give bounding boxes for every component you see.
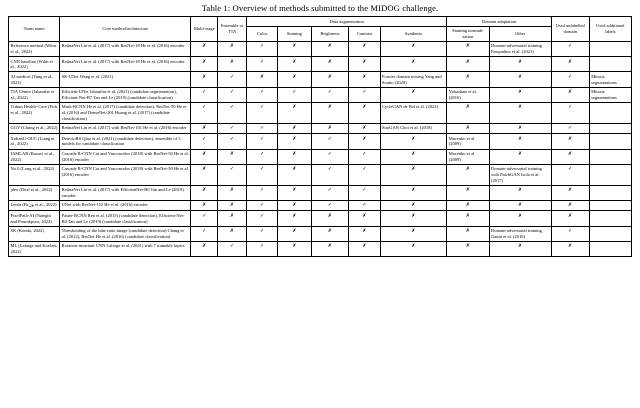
cell-additional bbox=[589, 149, 631, 164]
cell-team: SK (Kondo, 2022) bbox=[9, 226, 60, 241]
cell-ensemble: ✓ bbox=[218, 134, 247, 149]
cell-core: SK-UNet Wang et al. (2021) bbox=[60, 72, 191, 87]
cell-brightness: ✓ bbox=[311, 185, 349, 200]
cell-ensemble: ✓ bbox=[218, 72, 247, 87]
col-domain-group: Domain adaptation bbox=[447, 17, 552, 27]
cell-staining: ✗ bbox=[278, 164, 311, 185]
cell-unlabelled: ✗ bbox=[551, 87, 589, 102]
table-row bbox=[9, 72, 632, 87]
cell-core: Faster-RCNN Ren et al. (2015) (candidate detection), Efficient-Net-B0 Tan and Le (2019) (candidate classification) bbox=[60, 211, 191, 226]
table-row bbox=[9, 57, 632, 72]
cell-color: ✓ bbox=[247, 87, 278, 102]
cell-team: IAMLAB (Razavi et al., 2022) bbox=[9, 149, 60, 164]
cell-ensemble: ✓ bbox=[218, 164, 247, 185]
cell-multistage: ✓ bbox=[191, 134, 218, 149]
cell-staining: ✗ bbox=[278, 102, 311, 123]
cell-contrast: ✗ bbox=[349, 241, 380, 256]
cell-color: ✓ bbox=[247, 57, 278, 72]
cell-brightness: ✗ bbox=[311, 241, 349, 256]
cell-synthesis: ✗ bbox=[380, 134, 447, 149]
cell-ensemble: ✗ bbox=[218, 57, 247, 72]
cell-core: RetinaNet Lin et al. (2017) with ResNet-101 He et al. (2016) encoder bbox=[60, 123, 191, 134]
col-da-other: Other bbox=[489, 26, 551, 41]
cell-brightness: ✗ bbox=[311, 123, 349, 134]
cell-stain-norm: ✗ bbox=[447, 41, 489, 56]
cell-contrast: ✗ bbox=[349, 102, 380, 123]
cell-synthesis: ✗ bbox=[380, 185, 447, 200]
cell-multistage: ✗ bbox=[191, 164, 218, 185]
cell-stain-norm: ✗ bbox=[447, 241, 489, 256]
cell-multistage: ✗ bbox=[191, 149, 218, 164]
cell-color: ✓ bbox=[247, 102, 278, 123]
cell-synthesis: ✗ bbox=[380, 149, 447, 164]
cell-other: Domain-adversarial training with PatchGAN Isola et al. (2017) bbox=[489, 164, 551, 185]
cell-color: ✓ bbox=[247, 185, 278, 200]
cell-core: Efficient-UNet Jahanifar et al. (2021) (candidate segmentation), Efficient-Net-B7 Tan and Le (2019) (candidate classification) bbox=[60, 87, 191, 102]
cell-stain-norm: ✗ bbox=[447, 72, 489, 87]
cell-staining: ✗ bbox=[278, 41, 311, 56]
cell-other: ✗ bbox=[489, 102, 551, 123]
cell-stain-norm: ✗ bbox=[447, 226, 489, 241]
cell-team: TIA Centre (Jahanifar et al., 2022) bbox=[9, 87, 60, 102]
cell-team: jdex (Dexl et al., 2022) bbox=[9, 185, 60, 200]
table-row bbox=[9, 226, 632, 241]
cell-core: UNet with ResNet-152 He et al. (2016) encoder bbox=[60, 200, 191, 211]
cell-unlabelled: ✓ bbox=[551, 102, 589, 123]
cell-staining: ✓ bbox=[278, 87, 311, 102]
col-aug-synthesis: Synthesis bbox=[380, 26, 447, 41]
cell-multistage: ✗ bbox=[191, 41, 218, 56]
cell-brightness: ✓ bbox=[311, 149, 349, 164]
cell-ensemble: ✓ bbox=[218, 123, 247, 134]
col-core: Core method/architecture bbox=[60, 17, 191, 42]
cell-staining: ✗ bbox=[278, 57, 311, 72]
table-row bbox=[9, 200, 632, 211]
cell-team: Leeds (Brون et al., 2022) bbox=[9, 200, 60, 211]
cell-additional bbox=[589, 134, 631, 149]
cell-stain-norm: ✗ bbox=[447, 164, 489, 185]
cell-color: ✓ bbox=[247, 211, 278, 226]
cell-additional bbox=[589, 57, 631, 72]
cell-contrast: ✗ bbox=[349, 134, 380, 149]
cell-core: RetinaNet Lin et al. (2017) with EfficientNet-B0 Tan and Le (2019) encoder bbox=[60, 185, 191, 200]
cell-unlabelled: ✓ bbox=[551, 72, 589, 87]
cell-ensemble: ✗ bbox=[218, 149, 247, 164]
cell-synthesis: ✗ bbox=[380, 226, 447, 241]
cell-other: ✗ bbox=[489, 241, 551, 256]
cell-brightness: ✓ bbox=[311, 134, 349, 149]
cell-team: CNN baseline (Wilm et al., 2022) bbox=[9, 57, 60, 72]
cell-core: Rotation-invariant CNN Lafarge et al. (2021) with 7 trainable layers bbox=[60, 241, 191, 256]
col-ensemble: Ensemble or TTA bbox=[218, 17, 247, 42]
cell-stain-norm: ✗ bbox=[447, 57, 489, 72]
cell-synthesis: ✗ bbox=[380, 200, 447, 211]
cell-synthesis: ✗ bbox=[380, 41, 447, 56]
cell-ensemble: ✓ bbox=[218, 87, 247, 102]
cell-brightness: ✗ bbox=[311, 211, 349, 226]
cell-unlabelled: ✓ bbox=[551, 123, 589, 134]
table-row bbox=[9, 102, 632, 123]
cell-unlabelled: ✗ bbox=[551, 211, 589, 226]
cell-staining: ✗ bbox=[278, 241, 311, 256]
cell-staining: ✗ bbox=[278, 134, 311, 149]
cell-other: ✗ bbox=[489, 134, 551, 149]
cell-brightness: ✗ bbox=[311, 102, 349, 123]
cell-core: Thresholding of the blue ratio image (candidate detection) Chang et al. (2012), ResNet He et al. (2016) (candidate classification) bbox=[60, 226, 191, 241]
cell-unlabelled: ✗ bbox=[551, 134, 589, 149]
cell-contrast: ✓ bbox=[349, 164, 380, 185]
cell-stain-norm: ✗ bbox=[447, 211, 489, 226]
col-aug-brightness: Brightness bbox=[311, 26, 349, 41]
cell-staining: ✗ bbox=[278, 185, 311, 200]
cell-multistage: ✗ bbox=[191, 200, 218, 211]
cell-staining: ✗ bbox=[278, 211, 311, 226]
cell-color: ✓ bbox=[247, 226, 278, 241]
cell-color: ✓ bbox=[247, 200, 278, 211]
cell-synthesis: ✗ bbox=[380, 164, 447, 185]
cell-multistage: ✓ bbox=[191, 87, 218, 102]
cell-color: ✓ bbox=[247, 241, 278, 256]
cell-contrast: ✓ bbox=[349, 200, 380, 211]
cell-additional: Mitosis segmentations bbox=[589, 72, 631, 87]
cell-synthesis: ✗ bbox=[380, 87, 447, 102]
cell-additional bbox=[589, 226, 631, 241]
cell-core: Mask-RCNN He et al. (2017) (candidate detection), ResNet-50 He et al. (2016) and DenseNet-201 Huang et al. (2017) (candidate classification) bbox=[60, 102, 191, 123]
table-caption: Table 1: Overview of methods submitted to the MIDOG challenge. bbox=[201, 3, 439, 13]
cell-contrast: ✓ bbox=[349, 185, 380, 200]
cell-synthesis: StarGAN Choi et al. (2018) bbox=[380, 123, 447, 134]
cell-staining: ✗ bbox=[278, 123, 311, 134]
cell-color: ✓ bbox=[247, 164, 278, 185]
col-multistage: Multi-stage bbox=[191, 17, 218, 42]
cell-team: PixelPath-AI (Nateghi and Pourakpour, 2022) bbox=[9, 211, 60, 226]
cell-contrast: ✗ bbox=[349, 41, 380, 56]
cell-contrast: ✓ bbox=[349, 87, 380, 102]
col-aug-staining: Staining bbox=[278, 26, 311, 41]
cell-brightness: ✓ bbox=[311, 87, 349, 102]
cell-synthesis: ✗ bbox=[380, 57, 447, 72]
cell-stain-norm: ✗ bbox=[447, 102, 489, 123]
cell-stain-norm: ✗ bbox=[447, 185, 489, 200]
cell-brightness: ✗ bbox=[311, 226, 349, 241]
cell-other: Domain-adversarial training Pasqualino et al. (2021) bbox=[489, 41, 551, 56]
cell-multistage: ✗ bbox=[191, 123, 218, 134]
cell-stain-norm: Valsadane et al. (2016) bbox=[447, 87, 489, 102]
cell-staining: ✗ bbox=[278, 149, 311, 164]
col-team: Team name bbox=[9, 17, 60, 42]
cell-additional bbox=[589, 102, 631, 123]
cell-brightness: ✗ bbox=[311, 57, 349, 72]
cell-synthesis: Fourier domain mixing Yang and Soatto (2020) bbox=[380, 72, 447, 87]
header-row-1 bbox=[9, 17, 632, 27]
cell-ensemble: ✗ bbox=[218, 211, 247, 226]
table-row bbox=[9, 41, 632, 56]
cell-additional bbox=[589, 211, 631, 226]
cell-core: RetinaNet Lin et al. (2017) with ResNet-18 He et al. (2016) encoder bbox=[60, 57, 191, 72]
cell-color: ✗ bbox=[247, 72, 278, 87]
midog-methods-table bbox=[8, 16, 632, 257]
cell-ensemble: ✓ bbox=[218, 241, 247, 256]
cell-additional bbox=[589, 200, 631, 211]
cell-core: Cascade R-CNN Cai and Vasconcelos (2018) with ResNet-50 He et al. (2016) encoder bbox=[60, 149, 191, 164]
col-unlabelled: Used unlabelled domain bbox=[551, 17, 589, 42]
cell-ensemble: ✓ bbox=[218, 102, 247, 123]
cell-other: ✗ bbox=[489, 72, 551, 87]
col-da-staining-norm: Staining normali- zation bbox=[447, 26, 489, 41]
cell-other: ✗ bbox=[489, 123, 551, 134]
cell-brightness: ✗ bbox=[311, 41, 349, 56]
cell-other: ✗ bbox=[489, 57, 551, 72]
cell-team: XidianU-OUC (Liang et al., 2022) bbox=[9, 134, 60, 149]
cell-brightness: ✗ bbox=[311, 72, 349, 87]
table-row bbox=[9, 164, 632, 185]
table-row bbox=[9, 123, 632, 134]
cell-team: AI medical (Yang et al., 2022) bbox=[9, 72, 60, 87]
cell-ensemble: ✗ bbox=[218, 200, 247, 211]
cell-multistage: ✓ bbox=[191, 211, 218, 226]
cell-unlabelled: ✗ bbox=[551, 149, 589, 164]
cell-synthesis: CycleGAN de Bel et al. (2021) bbox=[380, 102, 447, 123]
col-additional: Used additional labels bbox=[589, 17, 631, 42]
cell-team: No.0 (Long et al., 2022) bbox=[9, 164, 60, 185]
col-augmentation-group: Data augmentation bbox=[247, 17, 447, 27]
cell-synthesis: ✗ bbox=[380, 211, 447, 226]
table-row bbox=[9, 185, 632, 200]
cell-staining: ✗ bbox=[278, 72, 311, 87]
cell-core: Cascade R-CNN Cai and Vasconcelos (2018) with ResNet-50 He et al. (2016) encoder bbox=[60, 164, 191, 185]
cell-additional bbox=[589, 164, 631, 185]
cell-other: ✗ bbox=[489, 149, 551, 164]
cell-ensemble: ✗ bbox=[218, 41, 247, 56]
cell-color: ✓ bbox=[247, 41, 278, 56]
table-row bbox=[9, 211, 632, 226]
cell-unlabelled: ✗ bbox=[551, 185, 589, 200]
cell-color: ✓ bbox=[247, 123, 278, 134]
cell-other: ✗ bbox=[489, 200, 551, 211]
cell-ensemble: ✗ bbox=[218, 185, 247, 200]
cell-stain-norm: Macenko et al. (2009) bbox=[447, 149, 489, 164]
cell-contrast: ✗ bbox=[349, 226, 380, 241]
cell-synthesis: ✗ bbox=[380, 241, 447, 256]
cell-unlabelled: ✓ bbox=[551, 226, 589, 241]
cell-additional bbox=[589, 241, 631, 256]
col-aug-color: Color bbox=[247, 26, 278, 41]
cell-unlabelled: ✗ bbox=[551, 241, 589, 256]
cell-contrast: ✗ bbox=[349, 211, 380, 226]
cell-unlabelled: ✓ bbox=[551, 41, 589, 56]
cell-staining: ✗ bbox=[278, 200, 311, 211]
cell-team: ML (Lafarge and Koelzer, 2022) bbox=[9, 241, 60, 256]
cell-multistage: ✗ bbox=[191, 241, 218, 256]
cell-multistage: ✗ bbox=[191, 185, 218, 200]
table-row bbox=[9, 87, 632, 102]
cell-contrast: ✗ bbox=[349, 57, 380, 72]
cell-unlabelled: ✓ bbox=[551, 164, 589, 185]
cell-stain-norm: ✗ bbox=[447, 123, 489, 134]
cell-core: DetectoRS Qiao et al. (2021) (candidate detection), ensemble of 5 models for candidate classification bbox=[60, 134, 191, 149]
cell-other: ✗ bbox=[489, 87, 551, 102]
cell-additional bbox=[589, 185, 631, 200]
cell-additional bbox=[589, 41, 631, 56]
cell-team: Reference method (Wilm et al., 2022) bbox=[9, 41, 60, 56]
cell-stain-norm: Macenko et al. (2009) bbox=[447, 134, 489, 149]
table-row bbox=[9, 241, 632, 256]
cell-team: Tribun Health- Care (Fick et al., 2022) bbox=[9, 102, 60, 123]
cell-core: RetinaNet Lin et al. (2017) with ResNet-18 He et al. (2016) encoder bbox=[60, 41, 191, 56]
cell-multistage: ✓ bbox=[191, 102, 218, 123]
cell-multistage: ✗ bbox=[191, 57, 218, 72]
cell-other: ✗ bbox=[489, 185, 551, 200]
table-row bbox=[9, 149, 632, 164]
cell-team: GGV (Chung et al., 2022) bbox=[9, 123, 60, 134]
cell-contrast: ✗ bbox=[349, 72, 380, 87]
cell-staining: ✗ bbox=[278, 226, 311, 241]
cell-brightness: ✓ bbox=[311, 164, 349, 185]
cell-other: Domain-adversarial training Ganin et al. (2016) bbox=[489, 226, 551, 241]
col-aug-contrast: Contrast bbox=[349, 26, 380, 41]
cell-unlabelled: ✗ bbox=[551, 200, 589, 211]
cell-brightness: ✓ bbox=[311, 200, 349, 211]
cell-additional: Mitosis segmentations bbox=[589, 87, 631, 102]
cell-contrast: ✓ bbox=[349, 149, 380, 164]
cell-multistage: ✓ bbox=[191, 226, 218, 241]
cell-multistage: ✗ bbox=[191, 72, 218, 87]
cell-color: ✓ bbox=[247, 134, 278, 149]
cell-ensemble: ✗ bbox=[218, 226, 247, 241]
cell-unlabelled: ✗ bbox=[551, 57, 589, 72]
cell-stain-norm: ✗ bbox=[447, 200, 489, 211]
cell-contrast: ✗ bbox=[349, 123, 380, 134]
cell-additional bbox=[589, 123, 631, 134]
table-row bbox=[9, 134, 632, 149]
cell-other: ✗ bbox=[489, 211, 551, 226]
cell-color: ✓ bbox=[247, 149, 278, 164]
